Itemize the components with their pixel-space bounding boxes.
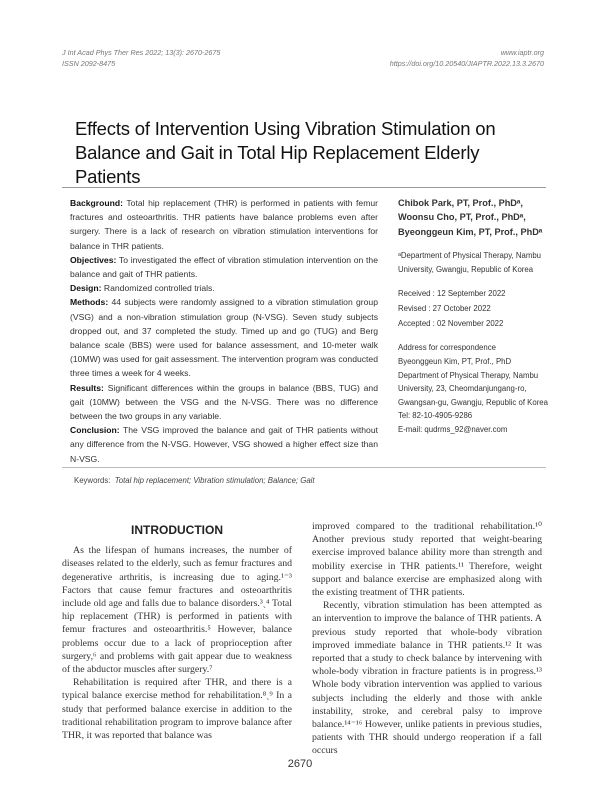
author-name: Byeonggeun Kim, PT, Prof., PhDᵃ xyxy=(398,226,543,237)
keywords-text: Total hip replacement; Vibration stimulation; Balance; Gait xyxy=(114,476,315,485)
author-list xyxy=(398,196,548,239)
journal-site-link[interactable]: www.iaptr.org xyxy=(500,48,544,57)
abstract-background xyxy=(70,196,378,253)
abstract-label: Design: xyxy=(70,283,102,294)
correspondence xyxy=(398,341,548,436)
abstract-label: Conclusion: xyxy=(70,425,120,436)
correspondence-name: Byeonggeun Kim, PT, Prof., PhD xyxy=(398,357,512,366)
body-right-column xyxy=(312,520,542,758)
page-number: 2670 xyxy=(287,758,313,770)
abstract-text: Significant differences within the groups in balance (BBS, TUG) and gait (10MW) between the VSG and the N-VSG. There was no difference between the two groups in any variable. xyxy=(70,382,378,422)
body-left-column xyxy=(62,520,292,742)
journal-citation: J Int Acad Phys Ther Res 2022; 13(3): 2670-2675 xyxy=(62,48,221,57)
abstract-design xyxy=(70,281,378,295)
abstract-text: To investigated the effect of vibration stimulation intervention on the balance and gait of THR patients. xyxy=(70,254,378,280)
abstract-label: Results: xyxy=(70,382,104,393)
doi-link[interactable]: https://doi.org/10.20540/JIAPTR.2022.13.3.2670 xyxy=(389,58,544,68)
keywords-label: Keywords: xyxy=(74,476,111,485)
keywords xyxy=(74,476,315,485)
correspondence-address: Department of Physical Therapy, Nambu University, 23, Cheomdanjungang-ro, Gwangsan-gu, Gwangju, Republic of Korea xyxy=(398,370,548,407)
abstract-text: Randomized controlled trials. xyxy=(101,283,215,294)
abstract xyxy=(70,196,378,466)
issn: ISSN 2092-8475 xyxy=(62,58,116,68)
received-date: Received : 12 September 2022 xyxy=(398,289,506,299)
correspondence-email[interactable]: E-mail: qudrms_92@naver.com xyxy=(398,424,508,434)
affiliation: ᵃDepartment of Physical Therapy, Nambu University, Gwangju, Republic of Korea xyxy=(398,251,542,274)
correspondence-tel: Tel: 82-10-4905-9286 xyxy=(398,411,473,421)
section-title: INTRODUCTION xyxy=(131,523,223,537)
journal-header-right xyxy=(390,48,544,69)
body-paragraph: improved compared to the traditional rehabilitation.¹⁰ Another previous study reported that weight-bearing exercise improved balance ability more than strength and mobility exercise in THR patients.¹¹ Therefore, weight support and balance exercise are emphasized along with the existing treatment of THR patients. xyxy=(312,521,542,599)
body-paragraph: Recently, vibration stimulation has been attempted as an intervention to improve the balance of THR patients. A previous study reported that whole-body vibration improved immediate balance in THR patients.¹² It was reported that a study to check balance by intervening with whole-body vibration in fracture patients is in progress.¹³ Whole body vibration intervention was applied to various subjects including the elderly and those with ankle instability, stroke, and cerebral palsy to improve balance.¹⁴⁻¹⁶ However, unlike patients in previous studies, patients with THR should undergo reoperation if a fall occurs xyxy=(312,600,542,757)
author-sidebar xyxy=(398,196,548,437)
journal-header-left xyxy=(62,48,220,69)
body-paragraph: As the lifespan of humans increases, the number of diseases related to the elderly, such as femur fractures and degenerative arthritis, is increasing due to aging.¹⁻³ Factors that cause femur fractures and osteoarthritis include old age and falls due to balance disorders.³ˎ⁴ Total hip replacement (THR) is performed in patients with femur fractures and osteoarthritis.⁵ However, balance problems occur due to a lack of proprioception after surgery,⁶ and problems with gait appear due to weakness of the abductor muscles after surgery.⁷ xyxy=(62,545,292,676)
article-dates xyxy=(398,286,548,331)
abstract-objectives xyxy=(70,253,378,281)
abstract-top-rule xyxy=(62,187,546,188)
abstract-label: Methods: xyxy=(70,297,109,308)
abstract-label: Objectives: xyxy=(70,254,117,265)
abstract-text: Total hip replacement (THR) is performed in patients with femur fractures and osteoarthritis. THR patients have balance problems even after surgery. There is a lack of research on vibration stimulation interventions for balance in THR patients. xyxy=(70,198,378,251)
correspondence-heading: Address for correspondence xyxy=(398,343,496,353)
paper-title: Effects of Intervention Using Vibration Stimulation on Balance and Gait in Total Hip Replacement Elderly Patients xyxy=(75,118,496,187)
author-name: Woonsu Cho, PT, Prof., PhDᵃ, xyxy=(398,212,526,223)
accepted-date: Accepted : 02 November 2022 xyxy=(398,319,504,329)
abstract-label: Background: xyxy=(70,198,123,208)
abstract-conclusion xyxy=(70,423,378,466)
revised-date: Revised : 27 October 2022 xyxy=(398,304,491,314)
abstract-bottom-rule xyxy=(62,467,546,468)
abstract-text: The VSG improved the balance and gait of THR patients without any difference from the N-VSG. However, VSG showed a higher effect size than N-VSG. xyxy=(70,425,378,464)
abstract-results xyxy=(70,381,378,424)
author-name: Chibok Park, PT, Prof., PhDᵃ, xyxy=(398,198,523,208)
abstract-methods xyxy=(70,295,378,380)
abstract-text: 44 subjects were randomly assigned to a vibration stimulation group (VSG) and a non-vibration stimulation group (N-VSG). Seven study subjects dropped out, and 37 completed the study. Timed up and go (TUG) and Berg balance scale (BBS) were used for balance assessment, and 10-meter walk (10MW) was used for gait assessment. The intervention program was conducted three times a week for 4 weeks. xyxy=(70,297,378,379)
body-paragraph: Rehabilitation is required after THR, and there is a typical balance exercise method for rehabilitation.⁸ˎ⁹ In a study that performed balance exercise in addition to the traditional rehabilitation program to improve balance after THR, it was reported that balance was xyxy=(62,677,292,742)
